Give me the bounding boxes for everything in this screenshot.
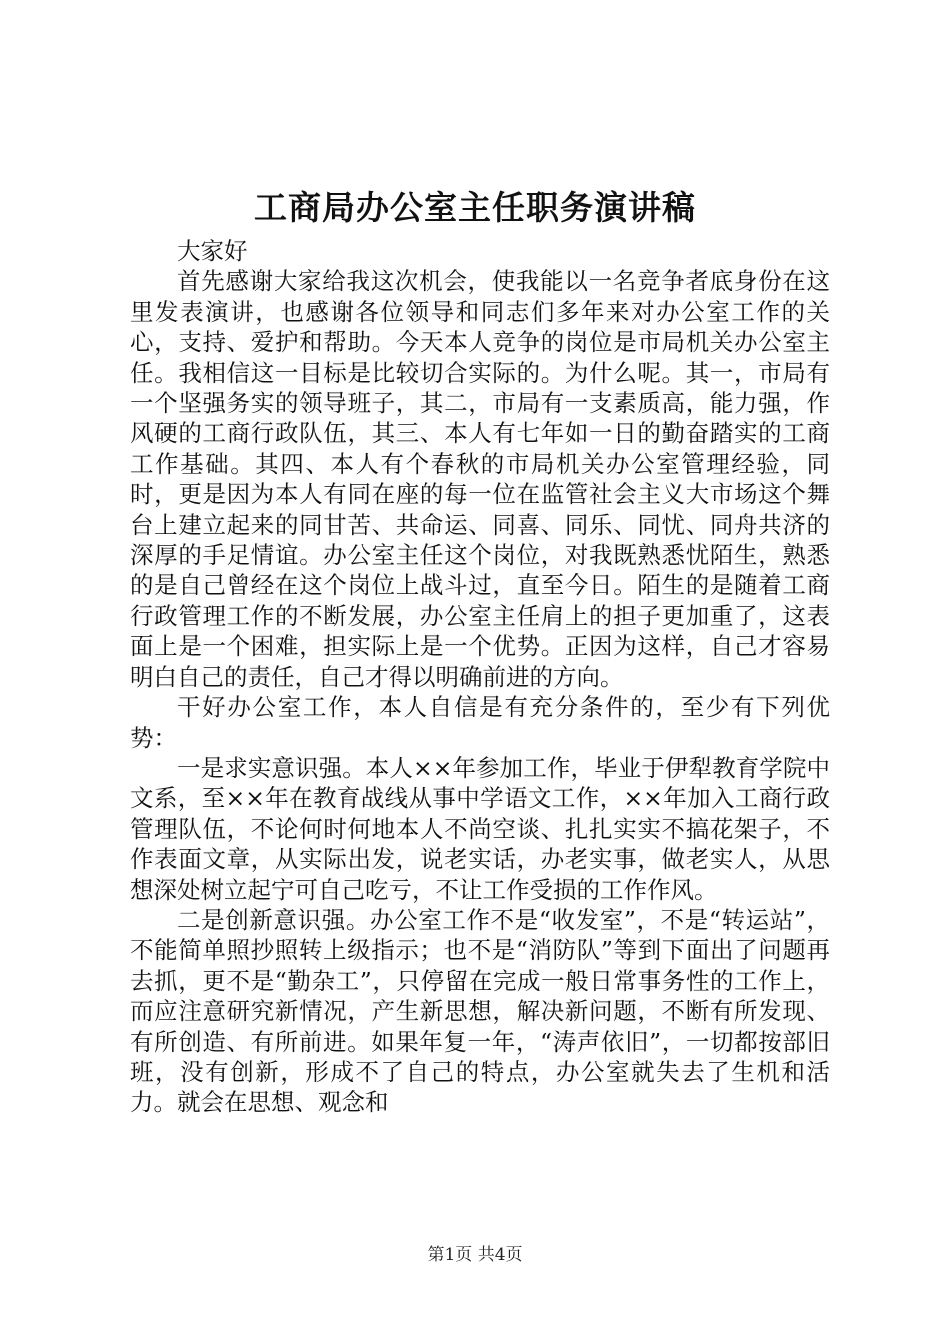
document-body	[130, 236, 830, 1118]
paragraph-2: 干好办公室工作，本人自信是有充分条件的，至少有下列优势：	[130, 693, 830, 752]
paragraph-greeting: 大家好	[177, 237, 248, 265]
paragraph-3: 一是求实意识强。本人××年参加工作，毕业于伊犁教育学院中文系，至××年在教育战线从事中学语文工作，××年加入工商行政管理队伍，不论何时何地本人不尚空谈、扎扎实实不搞花架子，不作表面文章，从实际出发，说老实话，办老实事，做老实人，从思想深处树立起宁可自己吃亏，不让工作受损的工作作风。	[130, 753, 830, 904]
paragraph-1: 首先感谢大家给我这次机会，使我能以一名竞争者底身份在这里发表演讲，也感谢各位领导和同志们多年来对办公室工作的关心，支持、爱护和帮助。今天本人竞争的岗位是市局机关办公室主任。我相信这一目标是比较切合实际的。为什么呢。其一，市局有一个坚强务实的领导班子，其二，市局有一支素质高，能力强，作风硬的工商行政队伍，其三、本人有七年如一日的勤奋踏实的工商工作基础。其四、本人有个春秋的市局机关办公室管理经验，同时，更是因为本人有同在座的每一位在监管社会主义大市场这个舞台上建立起来的同甘苦、共命运、同喜、同乐、同忧、同舟共济的深厚的手足情谊。办公室主任这个岗位，对我既熟悉忧陌生，熟悉的是自己曾经在这个岗位上战斗过，直至今日。陌生的是随着工商行政管理工作的不断发展，办公室主任肩上的担子更加重了，这表面上是一个困难，担实际上是一个优势。正因为这样，自己才容易明白自己的责任，自己才得以明确前进的方向。	[130, 267, 830, 691]
page-footer: 第1页 共4页	[427, 1245, 523, 1265]
paragraph-4: 二是创新意识强。办公室工作不是“收发室”，不是“转运站”，不能简单照抄照转上级指示；也不是“消防队”等到下面出了问题再去抓，更不是“勤杂工”，只停留在完成一般日常事务性的工作上，而应注意研究新情况，产生新思想，解决新问题，不断有所发现、有所创造、有所前进。如果年复一年，“涛声依旧”，一切都按部旧班，没有创新，形成不了自己的特点，办公室就失去了生机和活力。就会在思想、观念和	[130, 905, 830, 1117]
document-title: 工商局办公室主任职务演讲稿	[254, 188, 696, 227]
